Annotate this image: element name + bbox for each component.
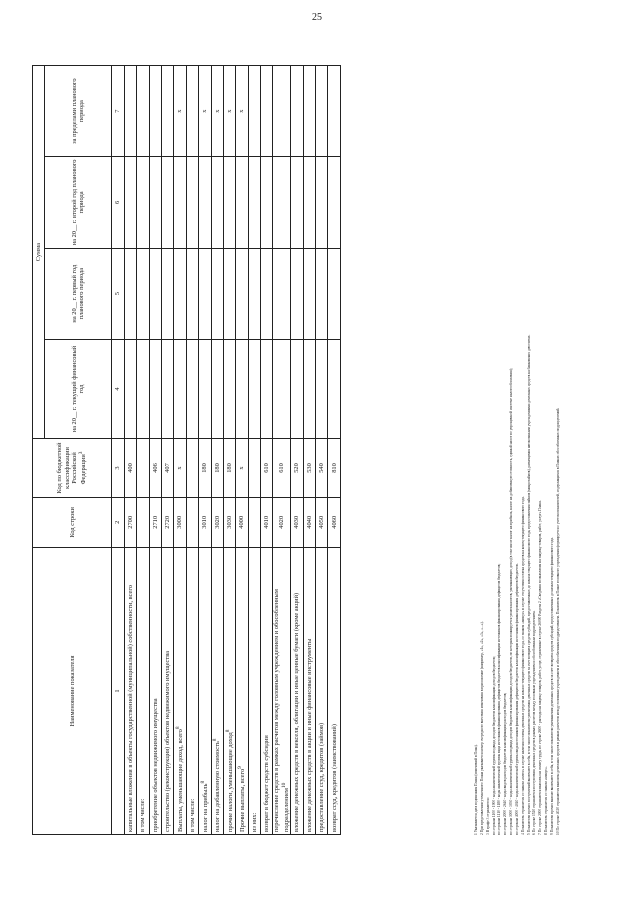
row-sum-cell	[174, 157, 186, 248]
table-body	[124, 66, 340, 835]
row-code: 4000	[236, 497, 248, 547]
column-number: 2	[112, 497, 124, 547]
row-beyond-cell	[328, 66, 340, 157]
row-budget-code: 406	[149, 439, 161, 497]
header-beyond: за пределами планового периода	[45, 66, 112, 157]
table-row	[223, 66, 235, 835]
table-row	[211, 66, 223, 835]
row-name: перечисление средств в рамках расчетов между головным учреждением и обособленным подразделением$^{10}$	[273, 547, 291, 834]
row-budget-code: 407	[161, 439, 173, 497]
row-beyond-cell	[124, 66, 136, 157]
table-row	[124, 66, 136, 835]
table-row	[199, 66, 211, 835]
row-name: предоставление ссуд, кредитов (займов)	[316, 547, 328, 834]
row-budget-code: 610	[261, 439, 273, 497]
row-sum-cell	[149, 339, 161, 438]
row-sum-cell	[291, 339, 303, 438]
footnote: по строкам 1100 - 1900 - коды аналитической группы подвида доходов бюджетов классификации доходов бюджетов;	[491, 656, 496, 835]
header-current-year: на 20__ г. текущий финансовый год	[45, 339, 112, 438]
row-code: 4030	[291, 497, 303, 547]
footnote: 2 При представлении уточненного Плана указывается номер очередного внесения изменения в приложение (например, «1», «2», «3», «...»).	[479, 621, 484, 835]
row-sum-cell	[303, 248, 315, 339]
column-number: 1	[112, 547, 124, 834]
row-budget-code: 180	[199, 439, 211, 497]
row-sum-cell	[137, 157, 149, 248]
row-budget-code: x	[174, 439, 186, 497]
row-budget-code	[248, 439, 260, 497]
row-beyond-cell	[303, 66, 315, 157]
row-sum-cell	[199, 339, 211, 438]
row-sum-cell	[137, 248, 149, 339]
row-code: 4050	[316, 497, 328, 547]
table-row	[316, 66, 328, 835]
row-beyond-cell	[291, 66, 303, 157]
footnotes	[474, 45, 562, 835]
row-code: 2710	[149, 497, 161, 547]
row-beyond-cell	[186, 66, 198, 157]
row-budget-code: x	[236, 439, 248, 497]
financial-table	[32, 65, 341, 835]
row-budget-code: 530	[303, 439, 315, 497]
table-row	[236, 66, 248, 835]
footnote: 6 По строке 1520 отражаются поступления денежных средств в рамках расчетов между головным учреждением и обособленным подразделением.	[532, 610, 537, 835]
row-sum-cell	[211, 339, 223, 438]
row-sum-cell	[316, 339, 328, 438]
row-sum-cell	[223, 157, 235, 248]
table-row	[303, 66, 315, 835]
row-name: строительство (реконструкция) объектов недвижимого имущества	[161, 547, 173, 834]
table-row	[186, 66, 198, 835]
row-sum-cell	[261, 339, 273, 438]
row-name: вложение денежных средств в акции и иные финансовые инструменты	[303, 547, 315, 834]
row-code	[137, 497, 149, 547]
row-sum-cell	[261, 157, 273, 248]
row-budget-code: 540	[316, 439, 328, 497]
table-row	[174, 66, 186, 835]
row-name: капитальные вложения в объекты государственной (муниципальной) собственности, всего	[124, 547, 136, 834]
row-budget-code: 520	[291, 439, 303, 497]
footnote: 3 В графе 3 отражаются:	[485, 797, 490, 835]
row-beyond-cell	[149, 66, 161, 157]
row-beyond-cell: x	[223, 66, 235, 157]
table-row	[328, 66, 340, 835]
footnote: 5 Показатели прочих поступлений включают в себя, в том числе показатели увеличения денежных средств за счет возврата средств субсидий, предоставленных до начала текущего финансового года, предоставления займов (микрозаймов), размещения автономными учреждениями денежных средств на банковских депозитах.	[526, 334, 531, 835]
row-code: 2700	[124, 497, 136, 547]
header-code-row: Код строки	[33, 497, 112, 547]
row-sum-cell	[124, 157, 136, 248]
row-budget-code	[186, 439, 198, 497]
row-beyond-cell	[261, 66, 273, 157]
row-sum-cell	[236, 248, 248, 339]
row-budget-code: 180	[211, 439, 223, 497]
table-row	[273, 66, 291, 835]
row-code: 4060	[328, 497, 340, 547]
row-sum-cell	[223, 248, 235, 339]
footnote: по строкам 4000 - 4040 - коды аналитической группы вида источников финансирования дефицитов бюджетов классификации источников финансирования дефицитов бюджетов.	[514, 563, 519, 835]
row-name: налог на добавленную стоимость$^8$	[211, 547, 223, 834]
row-sum-cell	[316, 157, 328, 248]
row-sum-cell	[124, 248, 136, 339]
row-sum-cell	[248, 248, 260, 339]
row-budget-code: 610	[273, 439, 291, 497]
row-sum-cell	[291, 248, 303, 339]
row-sum-cell	[174, 248, 186, 339]
row-sum-cell	[199, 157, 211, 248]
row-sum-cell	[211, 157, 223, 248]
column-numbers-row	[112, 66, 124, 835]
row-name: возврат в бюджет средств субсидии	[261, 547, 273, 834]
row-budget-code: 810	[328, 439, 340, 497]
header-first-year: на 20__ г. первый год планового периода	[45, 248, 112, 339]
row-beyond-cell	[273, 66, 291, 157]
row-sum-cell	[328, 339, 340, 438]
row-sum-cell	[137, 339, 149, 438]
row-sum-cell	[124, 339, 136, 438]
row-budget-code	[137, 439, 149, 497]
column-number: 4	[112, 339, 124, 438]
row-sum-cell	[149, 248, 161, 339]
row-sum-cell	[149, 157, 161, 248]
row-code	[248, 497, 260, 547]
row-sum-cell	[303, 157, 315, 248]
row-sum-cell	[174, 339, 186, 438]
row-sum-cell	[316, 248, 328, 339]
footnote: 10 По строке 4020 отражаются выплаты денежных средств в рамках расчетов между головным учреждением и обособленным подразделением. Показатель в Плане головного учреждения формируется с учетом показателей, содержащихся в Планах обособленных подразделений.	[555, 407, 560, 835]
footnote: 7 По строке 2000 отражаются выплаты на оплату труда, по строке 2600 - расходы на закупку товаров, работ, услуг, отраженные в строке 26000 Раздела 2 «Сведения по выплатам на закупку товаров, работ, услуг» Плана.	[538, 500, 543, 835]
row-sum-cell	[211, 248, 223, 339]
row-beyond-cell	[316, 66, 328, 157]
row-beyond-cell: x	[199, 66, 211, 157]
table-row	[261, 66, 273, 835]
row-code: 4010	[261, 497, 273, 547]
column-number: 5	[112, 248, 124, 339]
table-row	[161, 66, 173, 835]
row-name: из них:	[248, 547, 260, 834]
row-beyond-cell	[248, 66, 260, 157]
row-name: налог на прибыль$^8$	[199, 547, 211, 834]
row-beyond-cell: x	[174, 66, 186, 157]
row-sum-cell	[236, 157, 248, 248]
table-row	[149, 66, 161, 835]
header-budget-code: Код по бюджетной классификации Российской Федерации$^3$	[33, 439, 112, 497]
footnote: 1 Указывается дата подписания Плана (изменений в План).	[474, 744, 478, 835]
row-beyond-cell: x	[236, 66, 248, 157]
row-sum-cell	[261, 248, 273, 339]
row-sum-cell	[273, 339, 291, 438]
table-row	[248, 66, 260, 835]
footnote: 9 Показатели прочих выплат включают в себя, в том числе показатели уменьшения денежных средств за счет возврата средств субсидий, предоставленных до начала текущего финансового года.	[549, 537, 554, 835]
row-sum-cell	[273, 248, 291, 339]
row-name: Выплаты, уменьшающие доход, всего$^8$	[174, 547, 186, 834]
row-sum-cell	[248, 157, 260, 248]
row-name: приобретение объектов недвижимого имущества	[149, 547, 161, 834]
row-code: 3000	[174, 497, 186, 547]
row-sum-cell	[291, 157, 303, 248]
row-code: 3010	[199, 497, 211, 547]
row-name: в том числе:	[137, 547, 149, 834]
row-sum-cell	[328, 248, 340, 339]
footnote: 8 Показатель отражается со знаком «минус».	[544, 766, 549, 835]
footnote: по строкам 1110 - 1180 - коды аналитической группы вида источников финансирования дефицитов бюджетов классификации источников финансирования дефицитов бюджетов;	[497, 563, 502, 835]
footnote: по строкам 2000 - 2640 - коды видов расходов бюджетов классификации расходов бюджетов;	[503, 692, 508, 835]
row-sum-cell	[236, 339, 248, 438]
row-name: возврат ссуд, кредитов (заимствований)	[328, 547, 340, 834]
row-sum-cell	[186, 248, 198, 339]
header-name: Наименование показателя	[33, 547, 112, 834]
header-sum: Сумма	[33, 66, 45, 439]
row-code: 2720	[161, 497, 173, 547]
row-sum-cell	[161, 248, 173, 339]
row-sum-cell	[223, 339, 235, 438]
footnote: 4 Показатель отражается со знаком «плюс» в случае наличия остатка денежных средств на начало текущего финансового года, со знаком «минус» в случае отсутствия остатка средств на конец текущего финансового года.	[520, 496, 525, 835]
row-sum-cell	[186, 157, 198, 248]
footnote: по строкам 3000 - 3030 - коды аналитической группы подвида доходов бюджетов классификации доходов бюджетов, по которым планируется уплата налогов, уменьшающих доход (в том числе налог на прибыль, налог на добавленную стоимость, единый налог по упрощенной системе налогообложения);	[509, 367, 514, 835]
row-sum-cell	[273, 157, 291, 248]
row-sum-cell	[199, 248, 211, 339]
table-row	[291, 66, 303, 835]
column-number: 6	[112, 157, 124, 248]
row-budget-code: 400	[124, 439, 136, 497]
row-code: 3030	[223, 497, 235, 547]
row-beyond-cell	[137, 66, 149, 157]
row-sum-cell	[248, 339, 260, 438]
row-budget-code: 180	[223, 439, 235, 497]
row-sum-cell	[161, 339, 173, 438]
column-number: 7	[112, 66, 124, 157]
row-code: 4020	[273, 497, 291, 547]
row-name: прочие налоги, уменьшающие доход$^8$	[223, 547, 235, 834]
row-name: в том числе:	[186, 547, 198, 834]
row-code	[186, 497, 198, 547]
row-beyond-cell: x	[211, 66, 223, 157]
row-code: 3020	[211, 497, 223, 547]
row-beyond-cell	[161, 66, 173, 157]
row-sum-cell	[328, 157, 340, 248]
table-row	[137, 66, 149, 835]
row-name: Прочие выплаты, всего$^9$	[236, 547, 248, 834]
header-second-year: на 20__ г. второй год планового периода	[45, 157, 112, 248]
row-code: 4040	[303, 497, 315, 547]
rotated-document	[32, 35, 612, 835]
row-sum-cell	[303, 339, 315, 438]
row-name: вложение денежных средств в векселя, облигации и иные ценные бумаги (кроме акций)	[291, 547, 303, 834]
row-sum-cell	[161, 157, 173, 248]
row-sum-cell	[186, 339, 198, 438]
column-number: 3	[112, 439, 124, 497]
page-number: 25	[312, 12, 322, 23]
